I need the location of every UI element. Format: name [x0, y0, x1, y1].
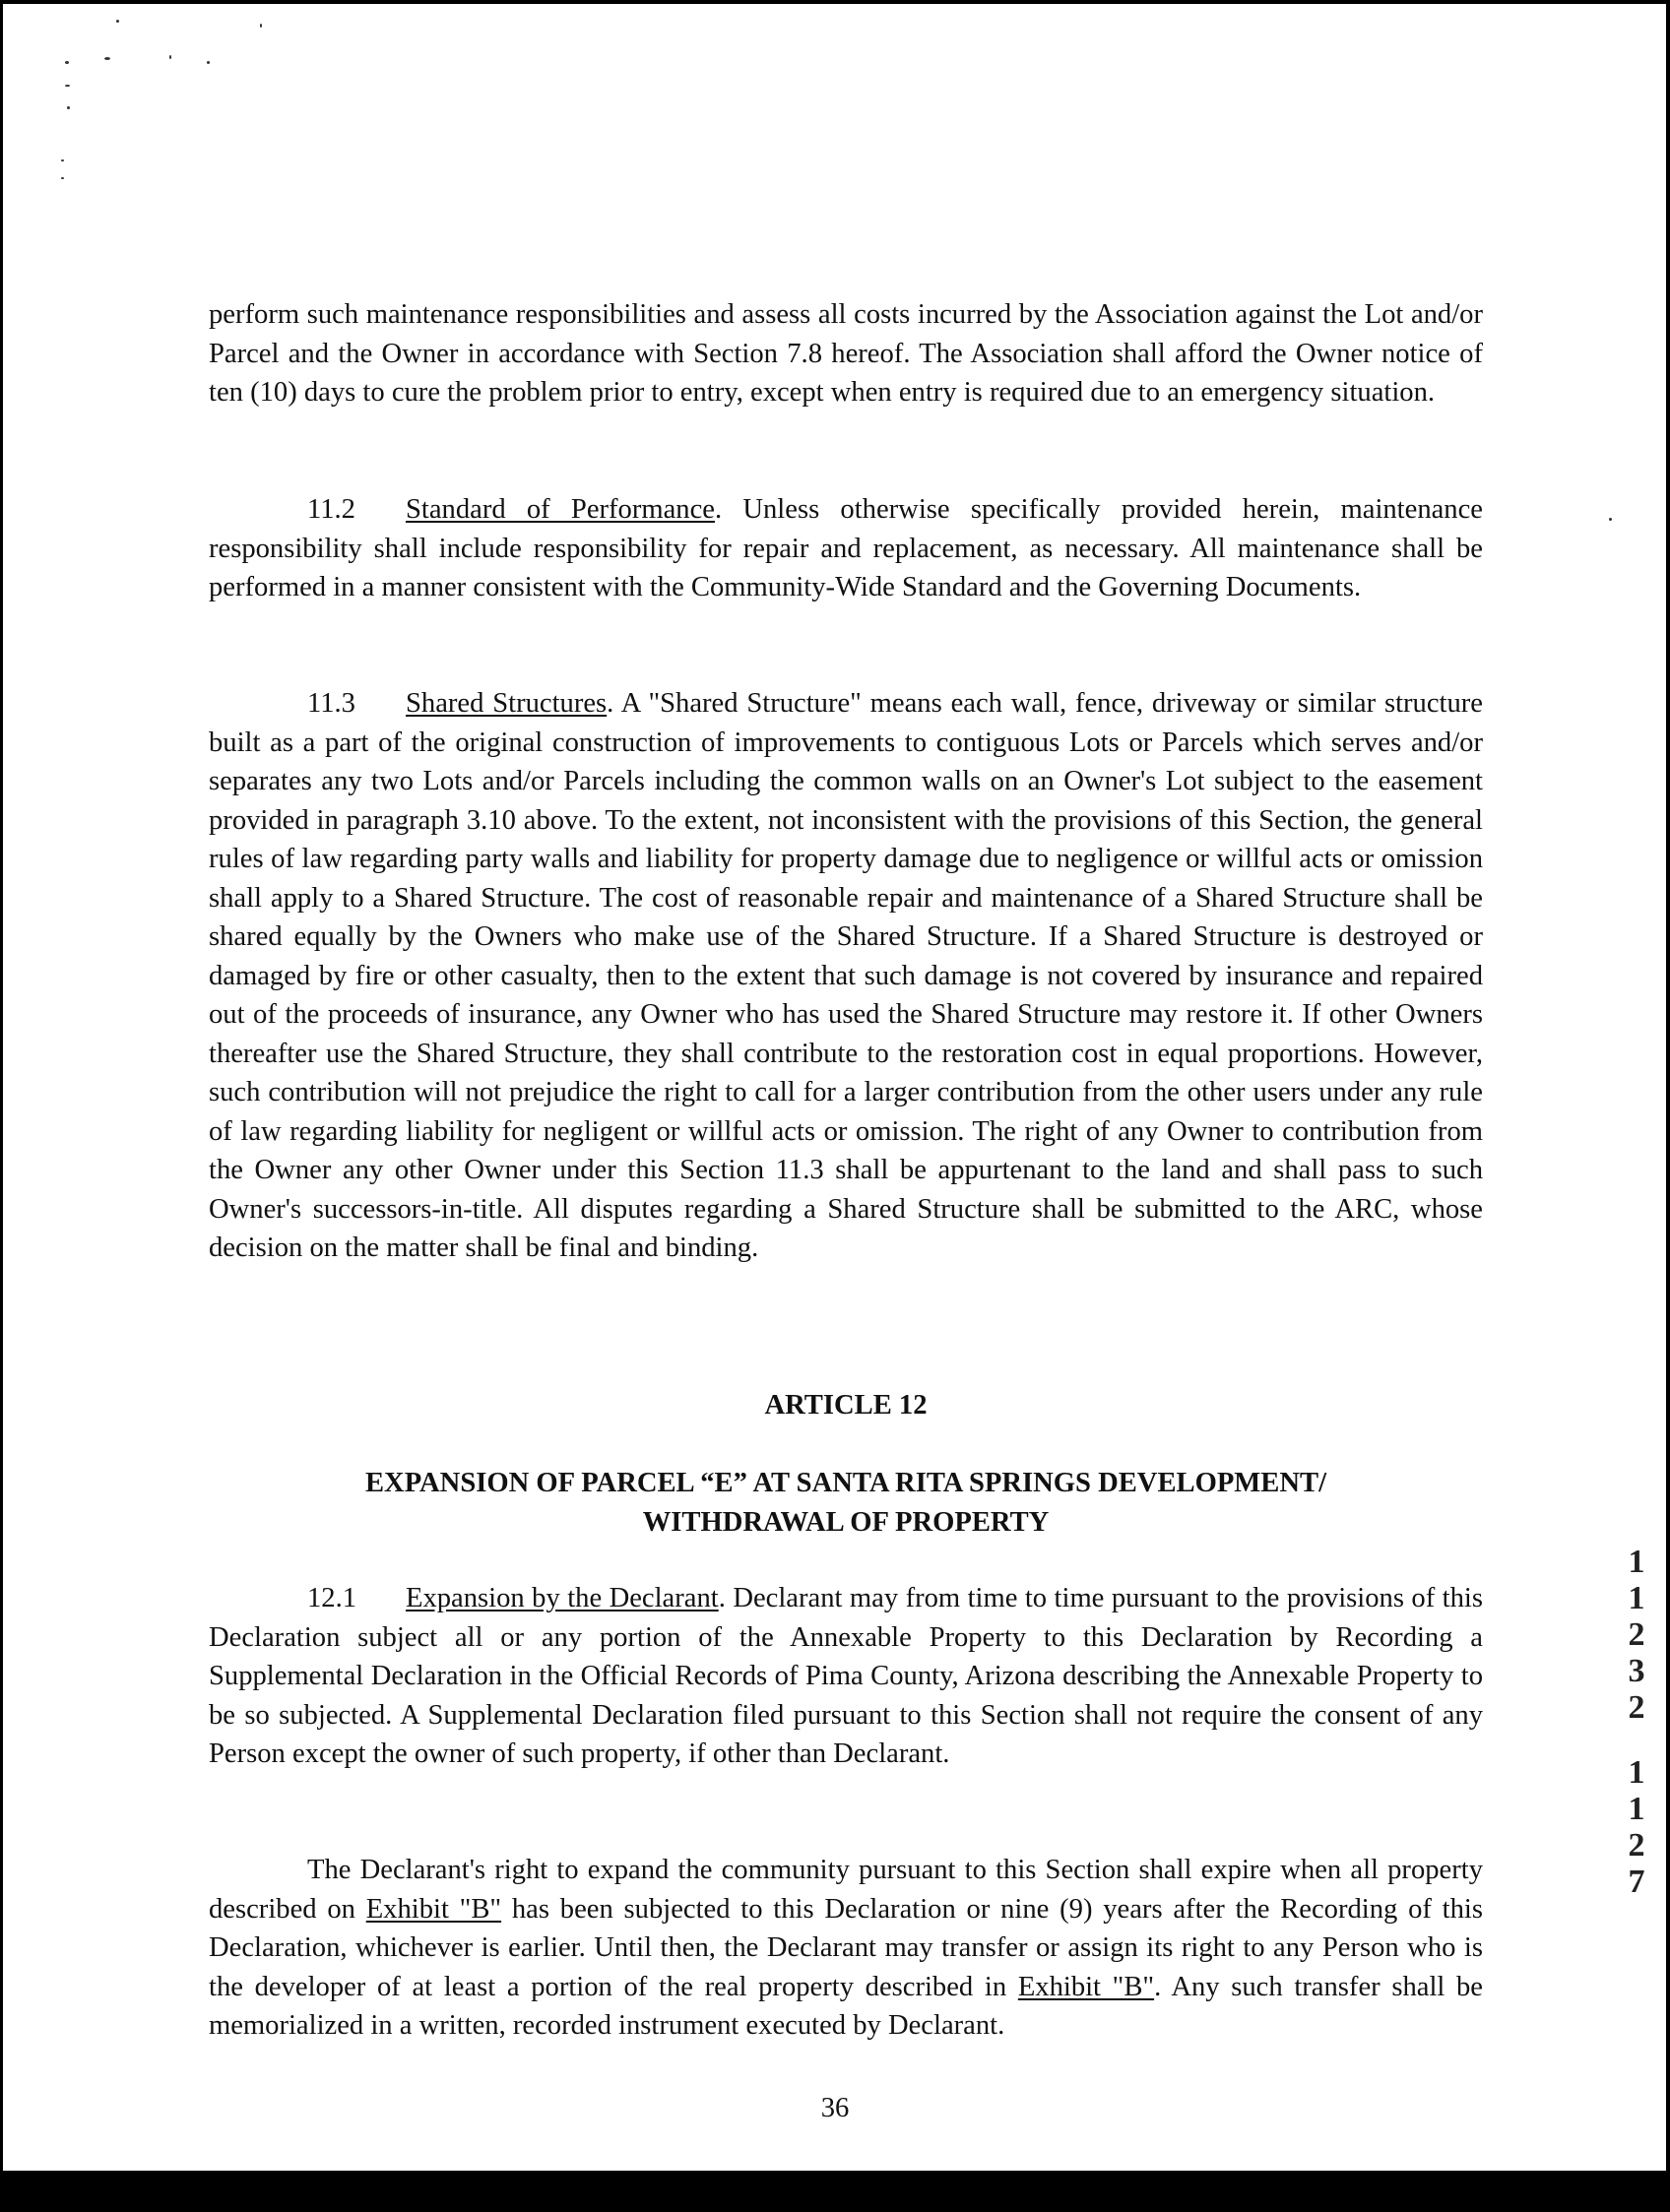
article-title-line-2: WITHDRAWAL OF PROPERTY: [642, 1507, 1050, 1538]
scan-speck: [104, 57, 110, 60]
section-11-2: [209, 490, 1483, 607]
scan-speck: [169, 55, 171, 59]
section-title: Shared Structures: [406, 688, 608, 719]
paragraph-text: The Declarant's right to expand the community pursuant to this Section shall expire when all property described on: [209, 1855, 1483, 1925]
section-number: 11.2: [307, 494, 355, 525]
recording-stamp-top: 1 1 2 3 2: [1628, 1544, 1645, 1726]
recording-stamp-bottom: 1 1 2 7: [1628, 1754, 1645, 1900]
scan-edge-right: [1666, 0, 1670, 2212]
section-12-1: [209, 1579, 1483, 1774]
scan-edge-left: [0, 0, 3, 2212]
section-text: . Unless otherwise specifically provided herein, maintenance responsibility shall include responsibility for repair and replacement, as necessary. All maintenance shall be performed in a manner consistent with the Community-Wide Standard and the Governing Documents.: [209, 494, 1483, 602]
scan-speck: [260, 24, 262, 28]
exhibit-reference: Exhibit "B": [365, 1893, 502, 1925]
scan-speck: [65, 85, 70, 87]
section-number: 12.1: [307, 1583, 357, 1613]
section-11-3: [209, 684, 1483, 1268]
scan-edge-top: [0, 0, 1670, 4]
paragraph-maintenance-continuation: [209, 295, 1483, 412]
exhibit-reference: Exhibit "B": [1017, 1971, 1155, 2002]
scan-speck: [116, 20, 119, 23]
scan-speck: [61, 159, 64, 161]
paragraph-text: has been subjected to this Declaration or nine (9) years after the Recording of this Declaration, whichever is earlier. Until then, the Declarant may transfer or assign its right to any Person who is the developer of at least a portion of the real property described in: [209, 1893, 1484, 2002]
section-title: Expansion by the Declarant: [406, 1583, 719, 1613]
section-text: . Declarant may from time to time pursuant to the provisions of this Declaration subject all or any portion of the Annexable Property to this Declaration by Recording a Supplemental Declaration in the Official Records of Pima County, Arizona describing the Annexable Property to be so subjected. A Supplemental Declaration filed pursuant to this Section shall not require the consent of any Person except the owner of such property, if other than Declarant.: [209, 1583, 1483, 1769]
article-label: ARTICLE 12: [764, 1390, 928, 1421]
scan-speck: [61, 177, 64, 179]
section-title: Standard of Performance: [406, 494, 715, 525]
page-number: 36: [820, 2093, 850, 2123]
scan-speck: [207, 61, 210, 64]
scan-speck: [67, 106, 70, 109]
scan-speck: [1609, 518, 1612, 521]
article-title-line-1: EXPANSION OF PARCEL “E” AT SANTA RITA SPRINGS DEVELOPMENT/: [364, 1468, 1327, 1498]
paragraph-right-to-expand: [209, 1851, 1483, 2046]
scan-edge-bottom: [0, 2171, 1670, 2212]
paragraph-text: perform such maintenance responsibilities and assess all costs incurred by the Association against the Lot and/or Parcel and the Owner in accordance with Section 7.8 hereof. The Association shall afford the Owner notice of ten (10) days to cure the problem prior to entry, except when entry is required due to an emergency situation.: [209, 299, 1483, 408]
section-text: . A "Shared Structure" means each wall, fence, driveway or similar structure built as a part of the original construction of improvements to contiguous Lots or Parcels which serves and/or separates any two Lots and/or Parcels including the common walls on an Owner's Lot subject to the easement provided in paragraph 3.10 above. To the extent, not inconsistent with the provisions of this Section, the general rules of law regarding party walls and liability for property damage due to negligence or willful acts or omission shall apply to a Shared Structure. The cost of reasonable repair and maintenance of a Shared Structure shall be shared equally by the Owners who make use of the Shared Structure. If a Shared Structure is destroyed or damaged by fire or other casualty, then to the extent that such damage is not covered by insurance and repaired out of the proceeds of insurance, any Owner who has used the Shared Structure may restore it. If other Owners thereafter use the Shared Structure, they shall contribute to the restoration cost in equal proportions. However, such contribution will not prejudice the right to call for a larger contribution from the other users under any rule of law regarding liability for negligent or willful acts or omission. The right of any Owner to contribution from the Owner any other Owner under this Section 11.3 shall be appurtenant to the land and shall pass to such Owner's successors-in-title. All disputes regarding a Shared Structure shall be submitted to the ARC, whose decision on the matter shall be final and binding.: [209, 688, 1483, 1263]
paragraph-text: . Any such transfer shall be memorialized in a written, recorded instrument executed by Declarant.: [209, 1971, 1483, 2041]
section-number: 11.3: [307, 688, 355, 719]
scan-speck: [65, 61, 69, 64]
